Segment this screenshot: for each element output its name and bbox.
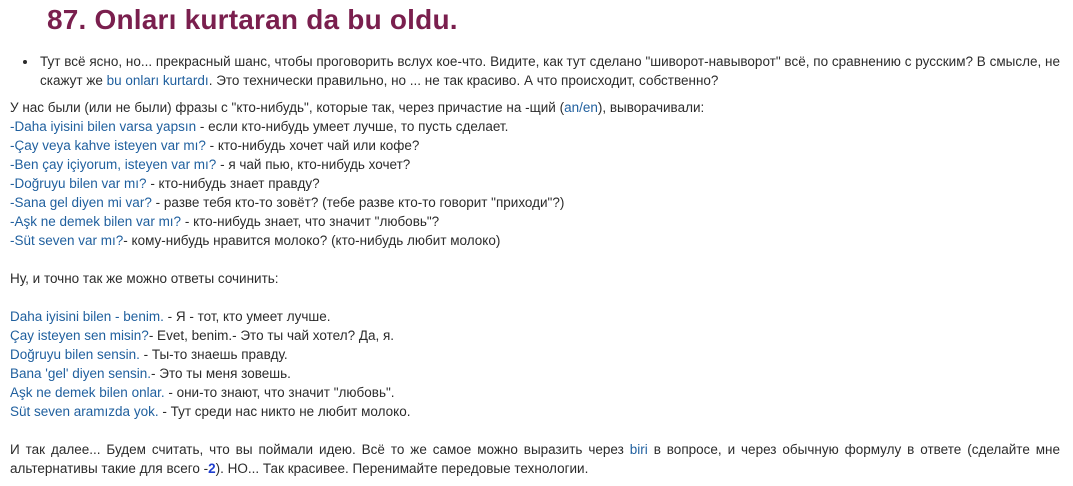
conclusion-text-1: И так далее... Будем считать, что вы поймали идею. Всё то же самое можно выразить через — [10, 442, 630, 457]
example-line — [10, 117, 1060, 136]
example-turkish: -Süt seven var mı? — [10, 233, 124, 248]
page-title: 87. Onları kurtaran da bu oldu. — [47, 4, 458, 35]
conclusion-text-2: в вопросе, и через обычную формулу в ответе (сделайте мне альтернативы такие для всего - — [10, 442, 1061, 476]
example-line — [10, 155, 1060, 174]
example-translation: - кто-нибудь знает правду? — [146, 176, 320, 191]
answer-line — [10, 402, 1060, 421]
example-turkish: -Daha iyisini bilen varsa yapsın — [10, 119, 197, 134]
example-turkish: -Sana gel diyen mi var? — [10, 195, 152, 210]
example-translation: - я чай пью, кто-нибудь хочет? — [216, 157, 411, 172]
example-line — [10, 193, 1060, 212]
example-turkish: -Aşk ne demek bilen var mı? — [10, 214, 182, 229]
answer-line — [10, 326, 1060, 345]
answer-turkish: Aşk ne demek bilen onlar. — [10, 385, 165, 400]
example-line — [10, 174, 1060, 193]
section1-lead — [10, 98, 1060, 117]
intro-list — [10, 52, 1060, 90]
example-translation: - кто-нибудь знает, что значит "любовь"? — [181, 214, 440, 229]
example-translation: - разве тебя кто-то зовёт? (тебе разве кто-то говорит "приходи"?) — [151, 195, 565, 210]
answer-line — [10, 364, 1060, 383]
intro-text-1: Тут всё ясно, но... прекрасный шанс, чтобы проговорить вслух кое-что. Видите, как тут сделано "шиворот-навыворот" всё, по сравнению с русским? В смысле, не скажут же — [40, 54, 1060, 88]
conclusion-text-3: ). НО... Так красивее. Перенимайте передовые технологии. — [215, 461, 589, 476]
example-line — [10, 212, 1060, 231]
answer-line — [10, 307, 1060, 326]
answer-translation: - они-то знают, что значит "любовь". — [164, 385, 395, 400]
section2-lead: Ну, и точно так же можно ответы сочинить: — [10, 271, 279, 286]
answer-turkish: Çay isteyen sen misin? — [10, 328, 149, 343]
intro-text-2: . Это технически правильно, но ... не так красиво. А что происходит, собственно? — [208, 73, 719, 88]
intro-paragraph — [38, 52, 1060, 90]
answer-translation: - Я - тот, кто умеет лучше. — [163, 309, 331, 324]
conclusion-lesson-link[interactable]: 2 — [208, 461, 216, 476]
lesson-content — [10, 52, 1060, 478]
answer-turkish: Süt seven aramızda yok. — [10, 404, 159, 419]
answer-turkish: Daha iyisini bilen - benim. — [10, 309, 164, 324]
section-answers-lead — [10, 269, 1060, 288]
example-line — [10, 231, 1060, 250]
example-turkish: -Ben çay içiyorum, isteyen var mı? — [10, 157, 217, 172]
example-translation: - кто-нибудь хочет чай или кофе? — [205, 138, 420, 153]
conclusion-biri-link[interactable]: biri — [629, 442, 648, 457]
section-conclusion — [10, 440, 1060, 478]
example-line — [10, 136, 1060, 155]
answer-line — [10, 345, 1060, 364]
conclusion-paragraph — [10, 440, 1060, 478]
answer-translation: - Evet, benim.- Это ты чай хотел? Да, я. — [148, 328, 395, 343]
section1-lead-text-2: ), выворачивали: — [597, 100, 705, 115]
answer-turkish: Doğruyu bilen sensin. — [10, 347, 140, 362]
answer-translation: - Это ты меня зовешь. — [151, 366, 291, 381]
example-turkish: -Doğruyu bilen var mı? — [10, 176, 147, 191]
answer-turkish: Bana 'gel' diyen sensin. — [10, 366, 151, 381]
example-turkish: -Çay veya kahve isteyen var mı? — [10, 138, 206, 153]
section-answer-examples — [10, 307, 1060, 421]
answer-translation: - Ты-то знаешь правду. — [139, 347, 288, 362]
example-translation: - кому-нибудь нравится молоко? (кто-нибудь любит молоко) — [123, 233, 501, 248]
answer-line — [10, 383, 1060, 402]
section1-suffix-link[interactable]: an/en — [564, 100, 598, 115]
answer-translation: - Тут среди нас никто не любит молоко. — [158, 404, 411, 419]
example-translation: - если кто-нибудь умеет лучше, то пусть сделает. — [196, 119, 509, 134]
section1-lead-text-1: У нас были (или не были) фразы с "кто-нибудь", которые так, через причастие на -щий ( — [10, 100, 565, 115]
intro-turkish-link[interactable]: bu onları kurtardı — [106, 73, 209, 88]
section-participle-questions — [10, 98, 1060, 250]
